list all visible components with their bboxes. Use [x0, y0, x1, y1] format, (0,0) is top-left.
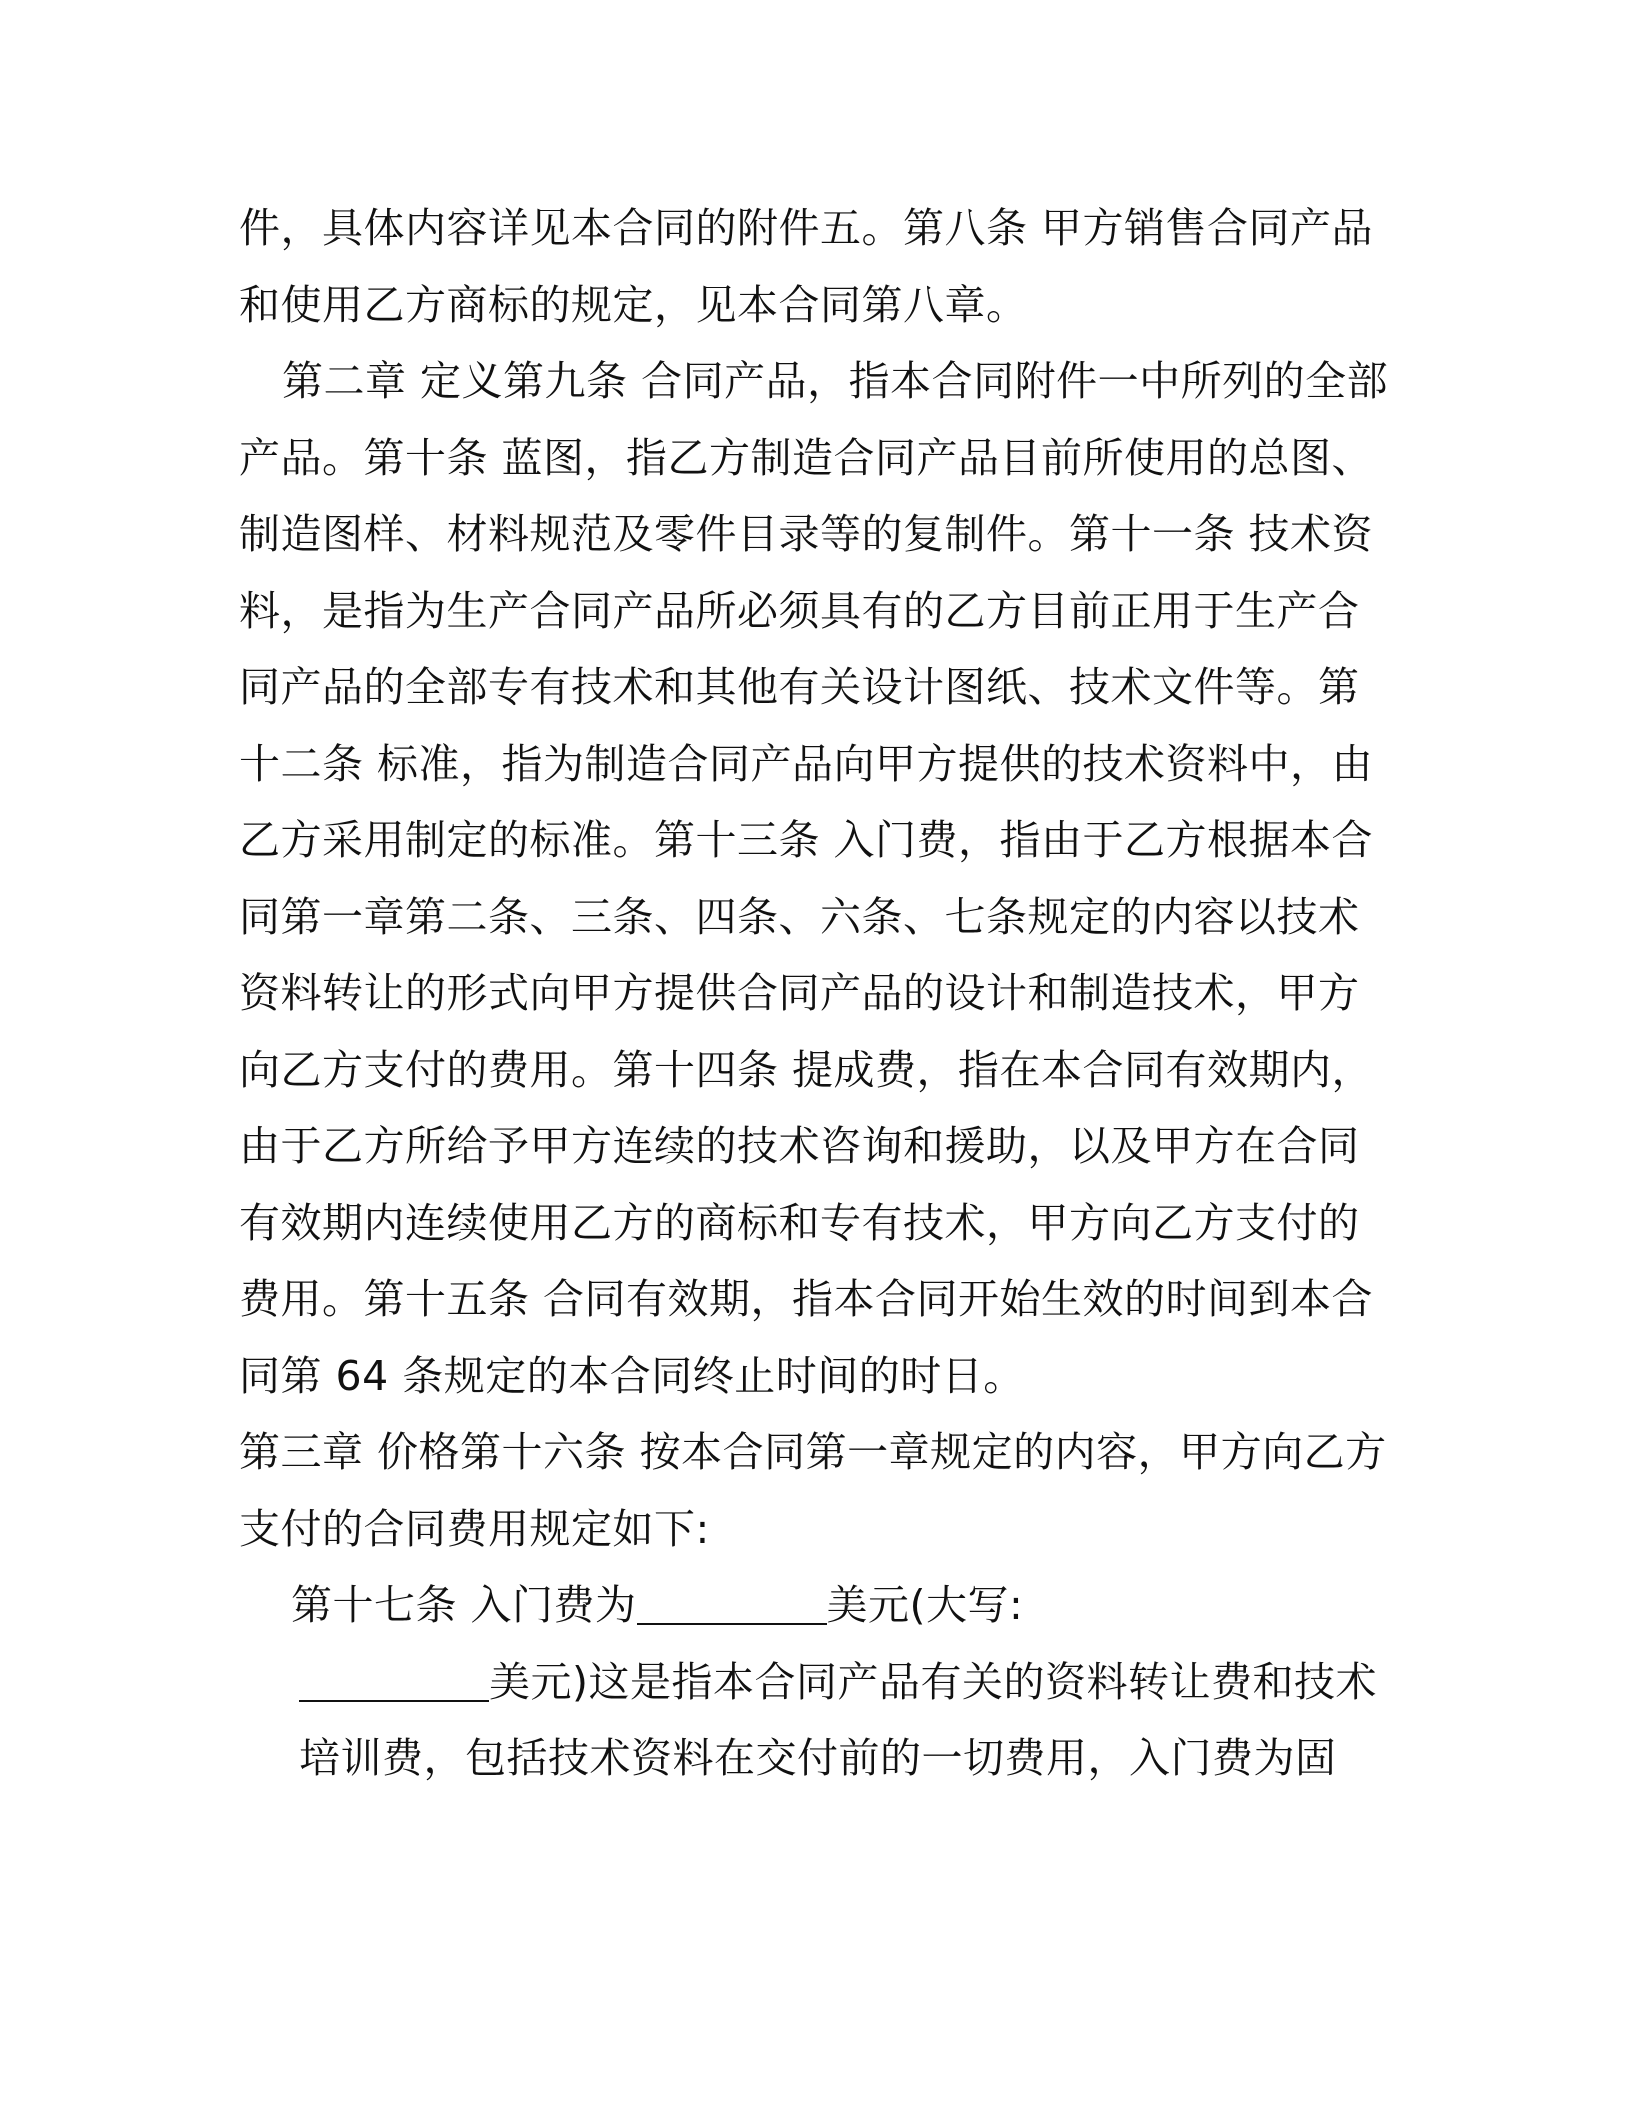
- paragraph-article-17-line2: [239, 1644, 1399, 1797]
- article-17-continuation: 美元)这是指本合同产品有关的资料转让费和技术培训费，包括技术资料在交付前的一切费用，入门费为固: [299, 1657, 1377, 1782]
- document-body: [239, 190, 1399, 1797]
- paragraph-article-8: 件，具体内容详见本合同的附件五。第八条 甲方销售合同产品和使用乙方商标的规定，见本合同第八章。: [239, 204, 1374, 329]
- article-17-prefix: 第十七条 入门费为: [291, 1581, 637, 1629]
- amount-blank-words: [299, 1660, 489, 1702]
- article-17-mid: 美元(大写:: [826, 1581, 1024, 1629]
- paragraph-chapter-3-price: 第三章 价格第十六条 按本合同第一章规定的内容，甲方向乙方支付的合同费用规定如下:: [239, 1428, 1387, 1553]
- amount-blank-figures: [637, 1583, 827, 1625]
- paragraph-chapter-2-definitions: 第二章 定义第九条 合同产品，指本合同附件一中所列的全部产品。第十条 蓝图，指乙方制造合同产品目前所使用的总图、制造图样、材料规范及零件目录等的复制件。第十一条 技术资料，是指为生产合同产品所必须具有的乙方目前正用于生产合同产品的全部专有技术和其他有关设计图纸、技术文件等。第十二条 标准，指为制造合同产品向甲方提供的技术资料中，由乙方采用制定的标准。第十三条 入门费，指由于乙方根据本合同第一章第二条、三条、四条、六条、七条规定的内容以技术资料转让的形式向甲方提供合同产品的设计和制造技术，甲方向乙方支付的费用。第十四条 提成费，指在本合同有效期内，由于乙方所给予甲方连续的技术咨询和援助，以及甲方在合同有效期内连续使用乙方的商标和专有技术，甲方向乙方支付的费用。第十五条 合同有效期，指本合同开始生效的时间到本合同第 64 条规定的本合同终止时间的时日。: [239, 357, 1389, 1400]
- paragraph-article-17-line1: [239, 1567, 1399, 1644]
